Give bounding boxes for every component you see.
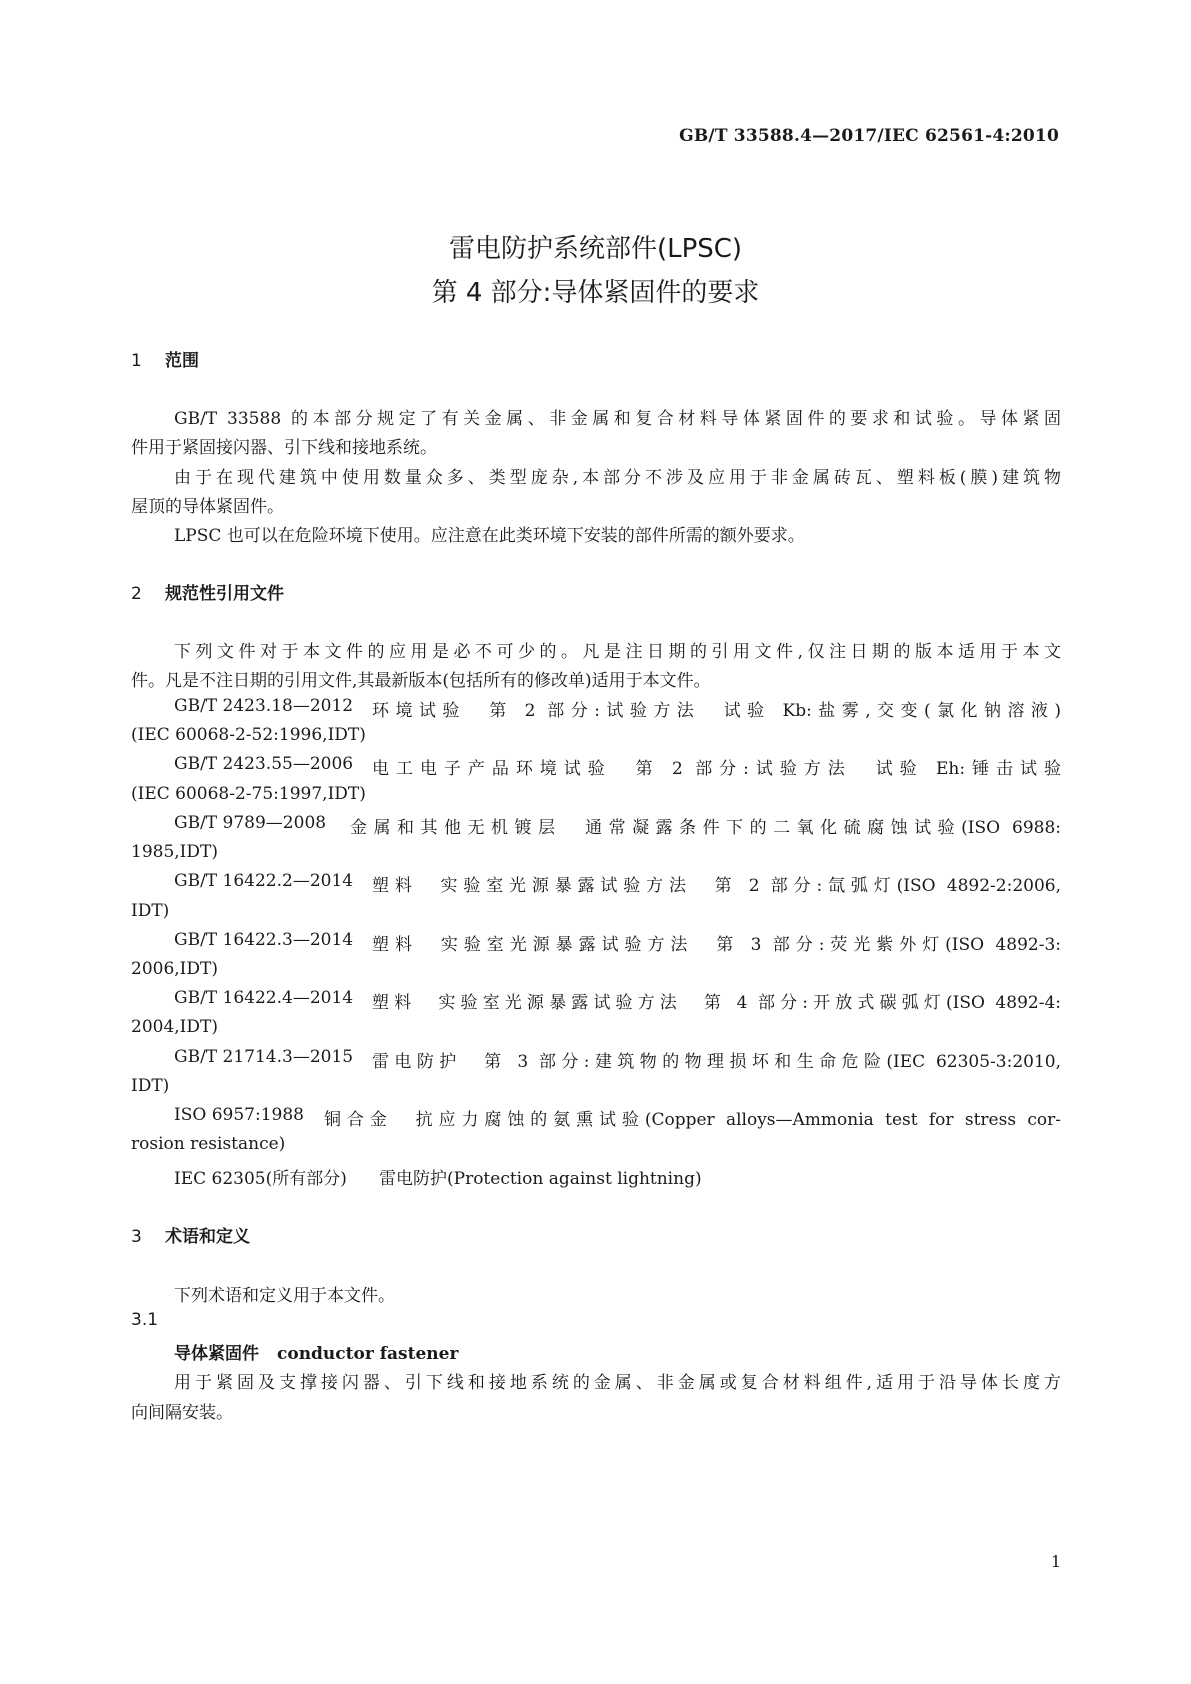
reference-title: 塑料 实验室光源暴露试验方法 第 3 部分:荧光紫外灯(ISO 4892-3: <box>372 935 1061 955</box>
paragraph-line: 件。凡是不注日期的引用文件,其最新版本(包括所有的修改单)适用于本文件。 <box>131 671 711 691</box>
paragraph-line: LPSC 也可以在危险环境下使用。应注意在此类环境下安装的部件所需的额外要求。 <box>174 526 805 546</box>
reference-title: 金属和其他无机镀层 通常凝露条件下的二氧化硫腐蚀试验(ISO 6988: <box>350 818 1061 838</box>
reference-continuation: 2006,IDT) <box>131 959 218 979</box>
section-title: 规范性引用文件 <box>165 584 284 604</box>
reference-continuation: 2004,IDT) <box>131 1017 218 1037</box>
reference-continuation: 1985,IDT) <box>131 842 218 862</box>
term-number: 3.1 <box>131 1310 159 1330</box>
page-number: 1 <box>1050 1552 1061 1571</box>
paragraph-line: 下列文件对于本文件的应用是必不可少的。凡是注日期的引用文件,仅注日期的版本适用于本文 <box>174 642 1061 662</box>
term-english: conductor fastener <box>277 1344 459 1364</box>
reference-code: IEC 62305(所有部分) <box>174 1169 347 1189</box>
section-title: 范围 <box>165 351 199 371</box>
reference-continuation: (IEC 60068-2-75:1997,IDT) <box>131 784 366 804</box>
reference-title: 铜合金 抗应力腐蚀的氨熏试验(Copper alloys—Ammonia test for stress cor- <box>324 1110 1061 1130</box>
paragraph-line: 屋顶的导体紧固件。 <box>131 497 284 517</box>
reference-title: 环境试验 第 2 部分:试验方法 试验 Kb:盐雾,交变(氯化钠溶液) <box>372 701 1061 721</box>
reference-continuation: IDT) <box>131 1076 170 1096</box>
section-title: 术语和定义 <box>165 1227 250 1247</box>
section-heading-terms <box>131 1222 250 1247</box>
definition-line: 向间隔安装。 <box>131 1403 233 1423</box>
term-chinese: 导体紧固件 <box>174 1344 259 1364</box>
paragraph-line: 下列术语和定义用于本文件。 <box>174 1286 395 1306</box>
paragraph-line: 由于在现代建筑中使用数量众多、类型庞杂,本部分不涉及应用于非金属砖瓦、塑料板(膜)建筑物 <box>174 468 1061 488</box>
reference-continuation: IDT) <box>131 901 170 921</box>
reference-title: 塑料 实验室光源暴露试验方法 第 2 部分:氙弧灯(ISO 4892-2:2006, <box>372 876 1061 896</box>
reference-code: GB/T 9789—2008 <box>174 813 327 833</box>
reference-code: GB/T 21714.3—2015 <box>174 1047 354 1067</box>
reference-code: GB/T 2423.55—2006 <box>174 754 354 774</box>
section-heading-scope <box>131 346 199 371</box>
reference-continuation: (IEC 60068-2-52:1996,IDT) <box>131 725 366 745</box>
definition-line: 用于紧固及支撑接闪器、引下线和接地系统的金属、非金属或复合材料组件,适用于沿导体长度方 <box>174 1373 1061 1393</box>
reference-entry <box>174 1105 1061 1130</box>
reference-entry <box>174 988 1061 1013</box>
standard-code: GB/T 33588.4—2017/IEC 62561-4:2010 <box>679 126 1059 146</box>
reference-code: GB/T 16422.4—2014 <box>174 988 354 1008</box>
section-number: 2 <box>131 584 142 604</box>
reference-entry <box>174 871 1061 896</box>
reference-entry <box>174 754 1061 779</box>
section-number: 3 <box>131 1227 142 1247</box>
reference-continuation: rosion resistance) <box>131 1134 286 1154</box>
reference-entry <box>174 1164 1061 1189</box>
section-heading-normative-references <box>131 579 284 604</box>
document-subtitle: 第 4 部分:导体紧固件的要求 <box>431 278 760 308</box>
reference-entry <box>174 696 1061 721</box>
reference-code: ISO 6957:1988 <box>174 1105 304 1125</box>
reference-entry <box>174 930 1061 955</box>
document-title: 雷电防护系统部件(LPSC) <box>448 234 743 264</box>
paragraph-line: 件用于紧固接闪器、引下线和接地系统。 <box>131 438 437 458</box>
reference-code: GB/T 16422.3—2014 <box>174 930 354 950</box>
reference-title: 雷电防护(Protection against lightning) <box>379 1169 702 1189</box>
reference-title: 雷电防护 第 3 部分:建筑物的物理损坏和生命危险(IEC 62305-3:2010, <box>372 1052 1061 1072</box>
term-title <box>174 1339 458 1364</box>
reference-entry <box>174 1047 1061 1072</box>
reference-code: GB/T 16422.2—2014 <box>174 871 354 891</box>
reference-title: 电工电子产品环境试验 第 2 部分:试验方法 试验 Eh:锤击试验 <box>372 759 1061 779</box>
section-number: 1 <box>131 351 142 371</box>
reference-code: GB/T 2423.18—2012 <box>174 696 354 716</box>
reference-title: 塑料 实验室光源暴露试验方法 第 4 部分:开放式碳弧灯(ISO 4892-4: <box>372 993 1061 1013</box>
reference-entry <box>174 813 1061 838</box>
paragraph-line: GB/T 33588 的本部分规定了有关金属、非金属和复合材料导体紧固件的要求和试验。导体紧固 <box>174 409 1061 429</box>
